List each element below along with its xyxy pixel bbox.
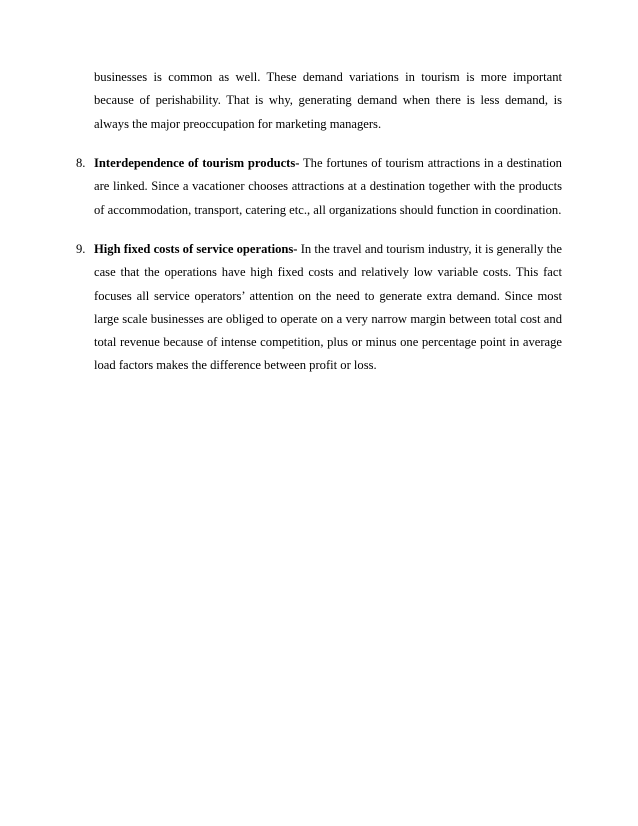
list-item-term: High fixed costs of service operations- — [94, 242, 298, 256]
list-item-text: In the travel and tourism industry, it is generally the case that the operations have high fixed costs and relatively low variable costs. This fact focuses all service operators’ attention on the need to generate extra demand. Since most large scale businesses are obliged to operate on a very narrow margin between total cost and total revenue because of intense competition, plus or minus one percentage point in average load factors makes the difference between profit or loss. — [94, 242, 562, 373]
list-item-paragraph — [94, 238, 562, 378]
continuation-paragraph: businesses is common as well. These demand variations in tourism is more important because of perishability. That is why, generating demand when there is less demand, is always the major preoccupation for marketing managers. — [94, 70, 562, 131]
list-item-term: Interdependence of tourism products- — [94, 156, 300, 170]
list-item-paragraph — [94, 152, 562, 222]
list-item-text: The fortunes of tourism attractions in a destination are linked. Since a vacationer chooses attractions at a destination together with the products of accommodation, transport, catering etc., all organizations should function in coordination. — [94, 156, 562, 217]
list-item-number: 9. — [76, 242, 86, 256]
list-item-number: 8. — [76, 156, 86, 170]
